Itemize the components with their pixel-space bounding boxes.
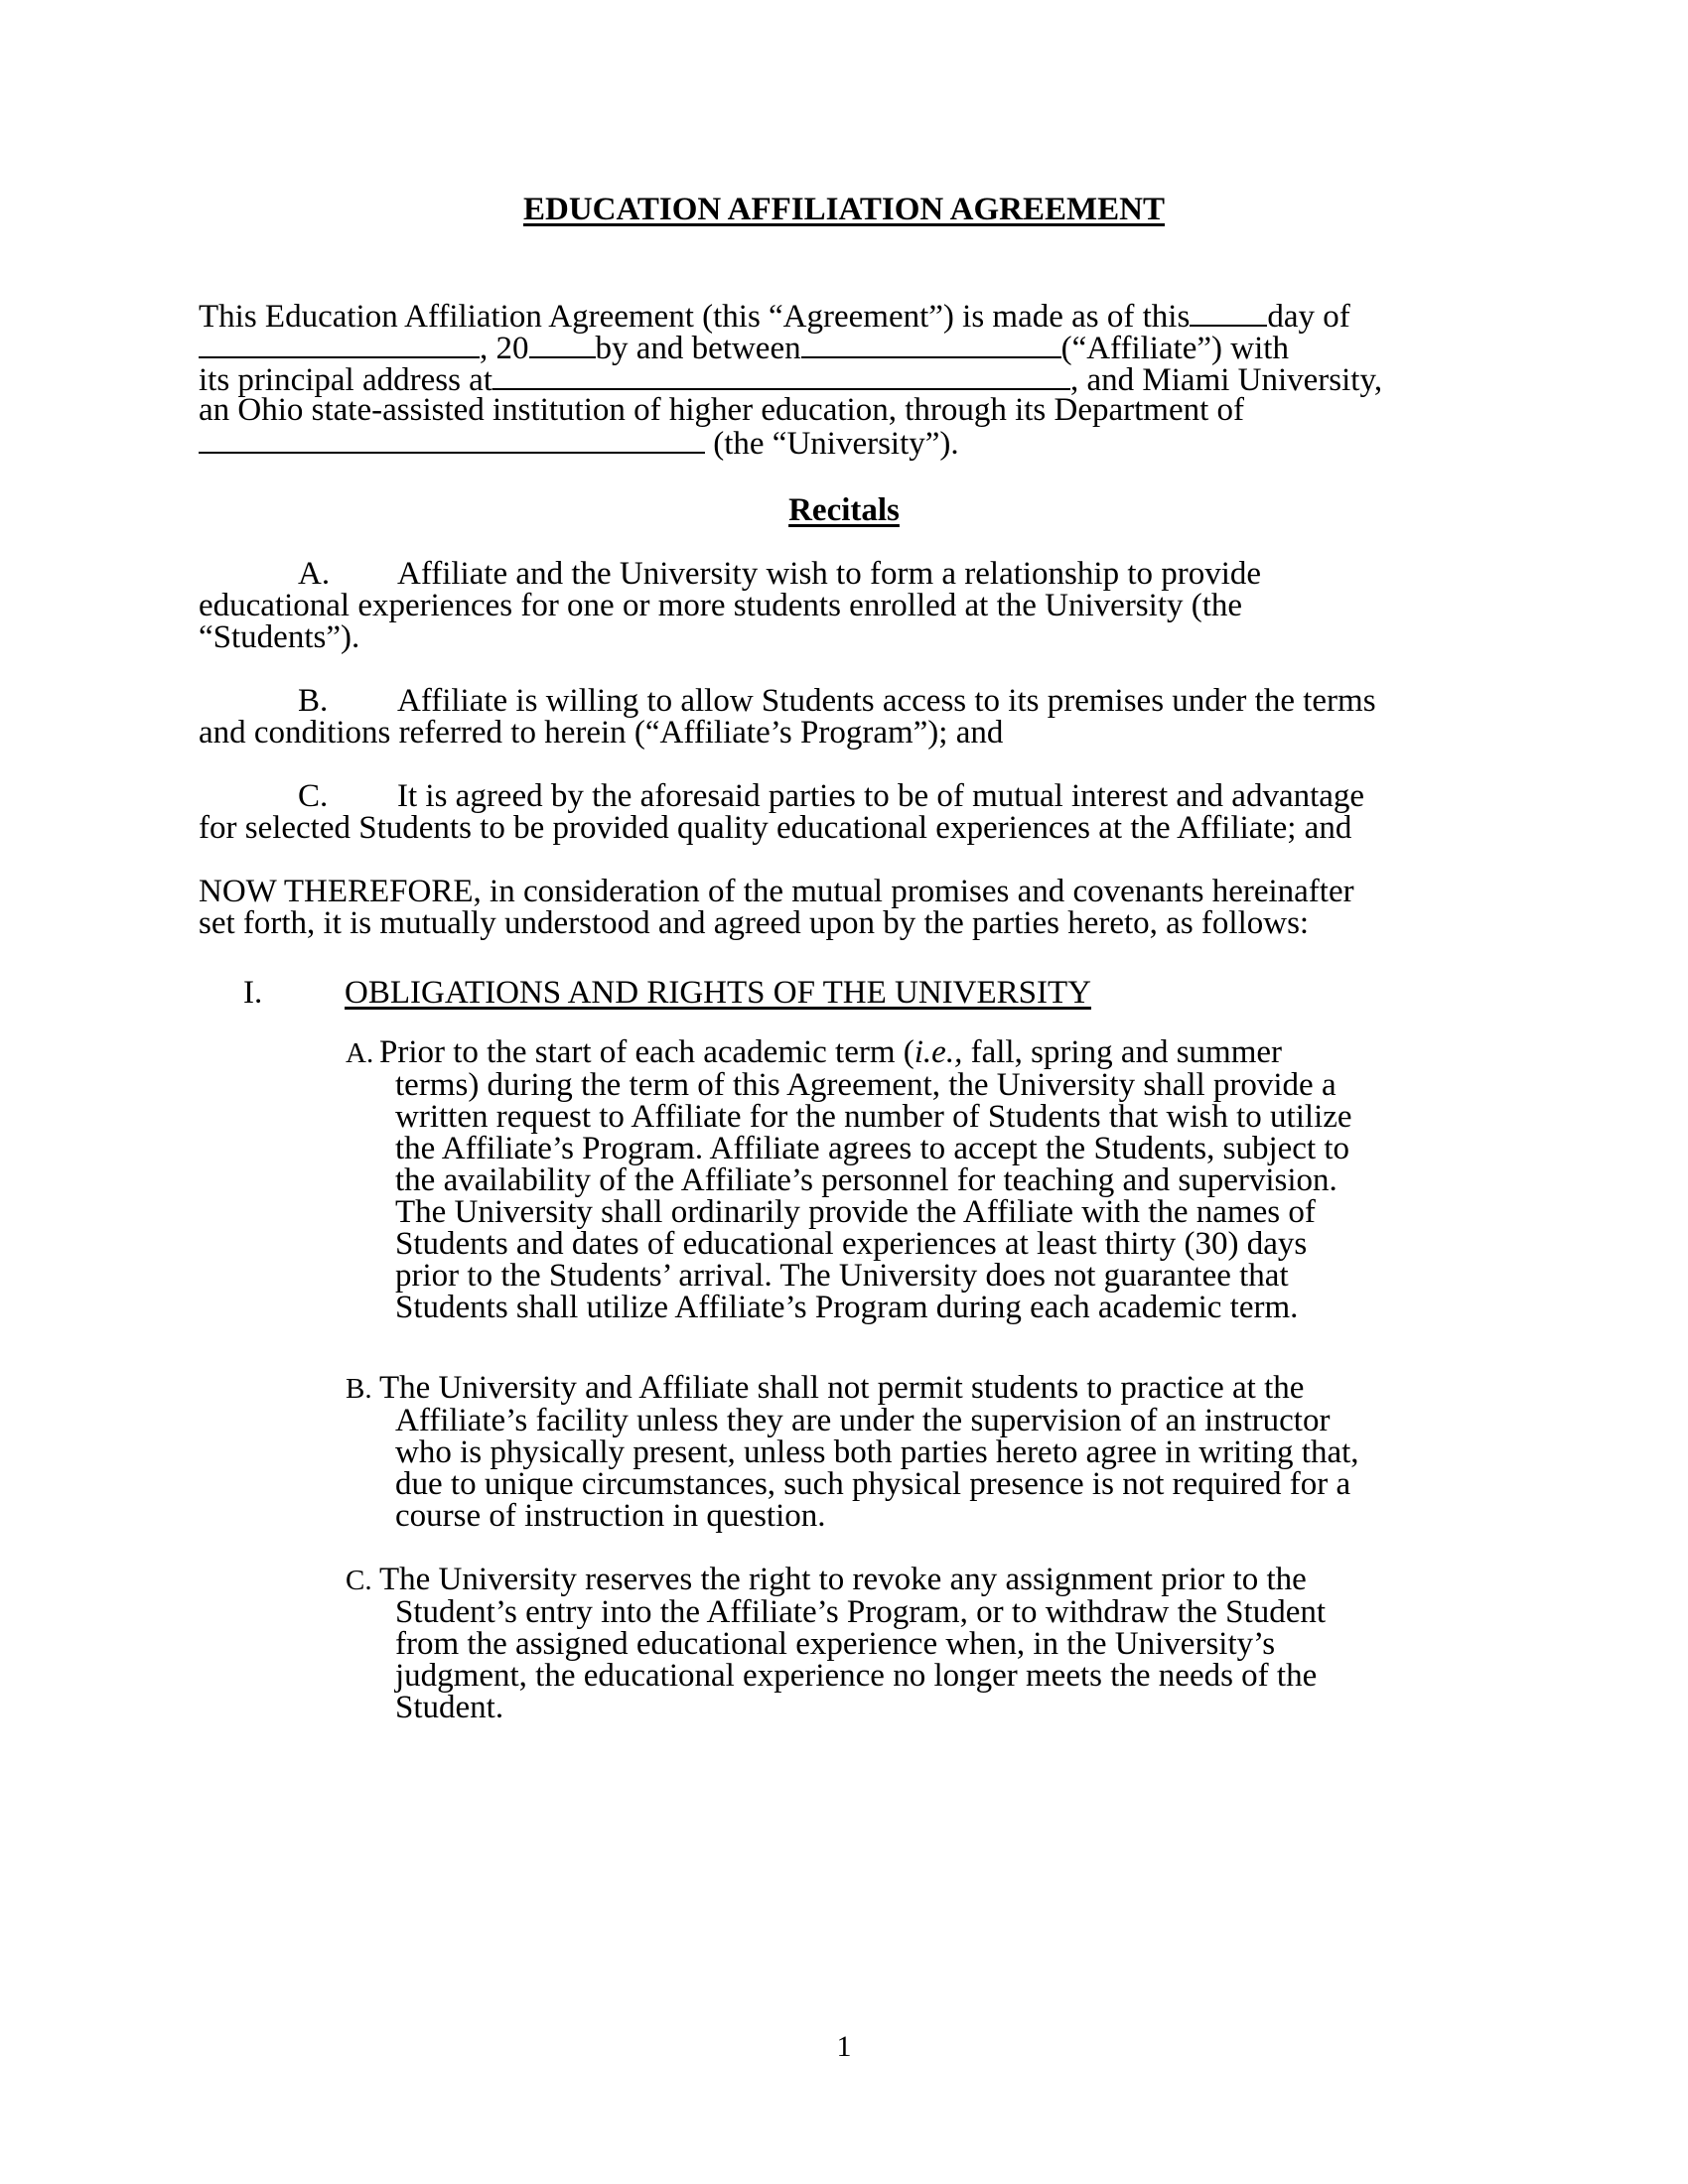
document-title: EDUCATION AFFILIATION AGREEMENT <box>522 192 1166 227</box>
article-1-heading <box>243 975 1091 1011</box>
intro-text: its principal address at <box>199 362 493 398</box>
recital-line: and conditions referred to herein (“Affiliate’s Program”); and <box>199 715 1004 751</box>
recital-letter: A. <box>298 556 331 592</box>
paragraph-line: NOW THEREFORE, in consideration of the mutual promises and covenants hereinafter <box>199 874 1354 909</box>
item-line: written request to Affiliate for the number of Students that wish to utilize <box>395 1099 1352 1135</box>
intro-text: day of <box>1267 299 1350 335</box>
recital-first-line <box>199 685 1489 717</box>
recital-line: educational experiences for one or more students enrolled at the University (the <box>199 588 1243 623</box>
recital-text: It is agreed by the aforesaid parties to be of mutual interest and advantage <box>397 778 1365 814</box>
recital-first-line <box>199 780 1489 812</box>
recital-letter: B. <box>298 683 329 719</box>
item-label: C. <box>346 1565 372 1596</box>
item-first-line <box>346 1372 1497 1405</box>
intro-line-5 <box>199 426 1489 462</box>
article-1-item-c <box>346 1564 1497 1723</box>
recital-text: Affiliate and the University wish to form a relationship to provide <box>397 556 1262 592</box>
day-blank <box>1190 299 1267 327</box>
intro-line-3 <box>199 362 1489 398</box>
recital-a <box>199 558 1489 653</box>
item-label: B. <box>346 1373 372 1405</box>
item-line: the Affiliate’s Program. Affiliate agrees to accept the Students, subject to <box>395 1131 1350 1166</box>
item-line: Student’s entry into the Affiliate’s Program, or to withdraw the Student <box>395 1594 1327 1630</box>
item-line: Students shall utilize Affiliate’s Program during each academic term. <box>395 1290 1299 1325</box>
intro-line-2 <box>199 331 1489 366</box>
item-text: The University reserves the right to revoke any assignment prior to the <box>379 1562 1307 1597</box>
recital-first-line <box>199 558 1489 590</box>
item-first-line <box>346 1036 1497 1069</box>
item-text: fall, spring and summer <box>962 1034 1283 1070</box>
affiliate-name-blank <box>801 331 1061 358</box>
article-number: I. <box>243 975 263 1011</box>
intro-text: (the “University”). <box>713 426 959 462</box>
item-line: terms) during the term of this Agreement, the University shall provide a <box>395 1067 1336 1103</box>
intro-line-1 <box>199 299 1489 335</box>
recital-c <box>199 780 1489 844</box>
article-1-item-b <box>346 1372 1497 1532</box>
item-line: Students and dates of educational experiences at least thirty (30) days <box>395 1226 1308 1262</box>
item-line: due to unique circumstances, such physical presence is not required for a <box>395 1466 1351 1502</box>
address-blank <box>492 362 1070 390</box>
now-therefore-paragraph <box>199 876 1489 939</box>
item-line: from the assigned educational experience when, in the University’s <box>395 1626 1276 1662</box>
recital-line: “Students”). <box>199 619 360 655</box>
item-line: course of instruction in question. <box>395 1498 826 1534</box>
item-line: judgment, the educational experience no longer meets the needs of the <box>395 1658 1318 1694</box>
intro-text: by and between <box>595 331 801 366</box>
item-text-italic: i.e., <box>914 1034 963 1070</box>
item-line: prior to the Students’ arrival. The University does not guarantee that <box>395 1258 1289 1294</box>
intro-text: This Education Affiliation Agreement (this “Agreement”) is made as of this <box>199 299 1191 335</box>
article-title: OBLIGATIONS AND RIGHTS OF THE UNIVERSITY <box>345 975 1091 1011</box>
item-line: who is physically present, unless both parties hereto agree in writing that, <box>395 1434 1359 1470</box>
recital-b <box>199 685 1489 749</box>
intro-text: , and Miami University, <box>1070 362 1383 398</box>
recital-line: for selected Students to be provided quality educational experiences at the Affiliate; and <box>199 810 1352 846</box>
item-line: the availability of the Affiliate’s personnel for teaching and supervision. <box>395 1162 1337 1198</box>
department-blank <box>199 426 705 454</box>
item-line: Affiliate’s facility unless they are under the supervision of an instructor <box>395 1403 1331 1438</box>
intro-line-4: an Ohio state-assisted institution of higher education, through its Department of <box>199 392 1245 428</box>
intro-paragraph <box>199 299 1489 462</box>
article-1-item-a <box>346 1036 1497 1323</box>
page-number: 1 <box>836 2030 852 2063</box>
paragraph-line: set forth, it is mutually understood and agreed upon by the parties hereto, as follows: <box>199 905 1310 941</box>
item-line: Student. <box>395 1690 504 1725</box>
year-blank <box>529 331 596 358</box>
item-first-line <box>346 1564 1497 1596</box>
item-line: The University shall ordinarily provide the Affiliate with the names of <box>395 1194 1316 1230</box>
intro-text: , 20 <box>480 331 529 366</box>
item-label: A. <box>346 1037 374 1069</box>
recital-letter: C. <box>298 778 329 814</box>
item-text: The University and Affiliate shall not permit students to practice at the <box>379 1370 1305 1406</box>
item-text: Prior to the start of each academic term ( <box>379 1034 914 1070</box>
recital-text: Affiliate is willing to allow Students access to its premises under the terms <box>397 683 1376 719</box>
month-blank <box>199 331 480 358</box>
intro-text: (“Affiliate”) with <box>1060 331 1289 366</box>
recitals-heading: Recitals <box>788 492 900 528</box>
